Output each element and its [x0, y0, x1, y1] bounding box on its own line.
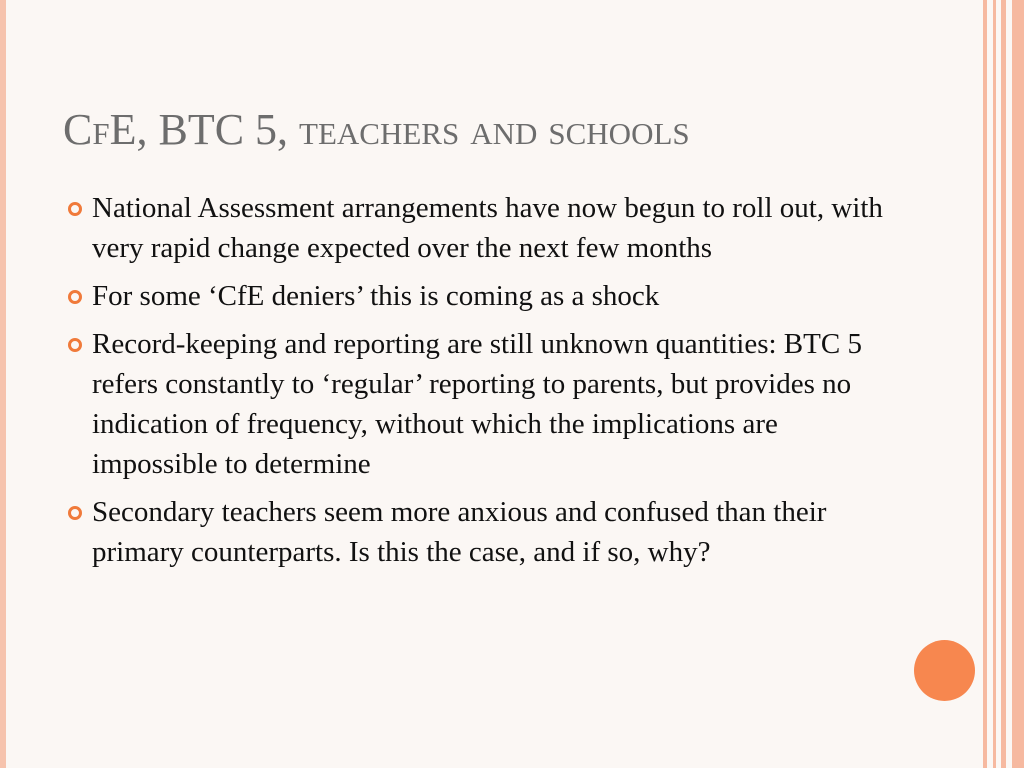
bullet-text: Record-keeping and reporting are still unknown quantities: BTC 5 refers constantly to ‘regular’ reporting to parents, but provides no indication of frequency, without which the implications are impossible to determine	[92, 328, 862, 480]
slide-title: CfE, BTC 5, teachers and schools	[63, 105, 690, 154]
right-frame-line-2	[993, 0, 996, 768]
left-frame-stripe	[0, 0, 6, 768]
circle-bullet-icon	[68, 202, 82, 216]
circle-bullet-icon	[68, 290, 82, 304]
bullet-list	[60, 188, 890, 580]
bullet-item	[60, 188, 890, 268]
bullet-text: For some ‘CfE deniers’ this is coming as a shock	[92, 280, 660, 312]
bullet-text: National Assessment arrangements have now begun to roll out, with very rapid change expected over the next few months	[92, 192, 883, 264]
circle-bullet-icon	[68, 506, 82, 520]
right-frame-line-4	[1012, 0, 1024, 768]
bullet-item	[60, 324, 890, 484]
right-frame-line-1	[983, 0, 987, 768]
bullet-item	[60, 492, 890, 572]
bullet-text: Secondary teachers seem more anxious and confused than their primary counterparts. Is this the case, and if so, why?	[92, 496, 827, 568]
right-frame-line-3	[1001, 0, 1006, 768]
circle-bullet-icon	[68, 338, 82, 352]
bullet-item	[60, 276, 890, 316]
accent-circle	[914, 640, 975, 701]
